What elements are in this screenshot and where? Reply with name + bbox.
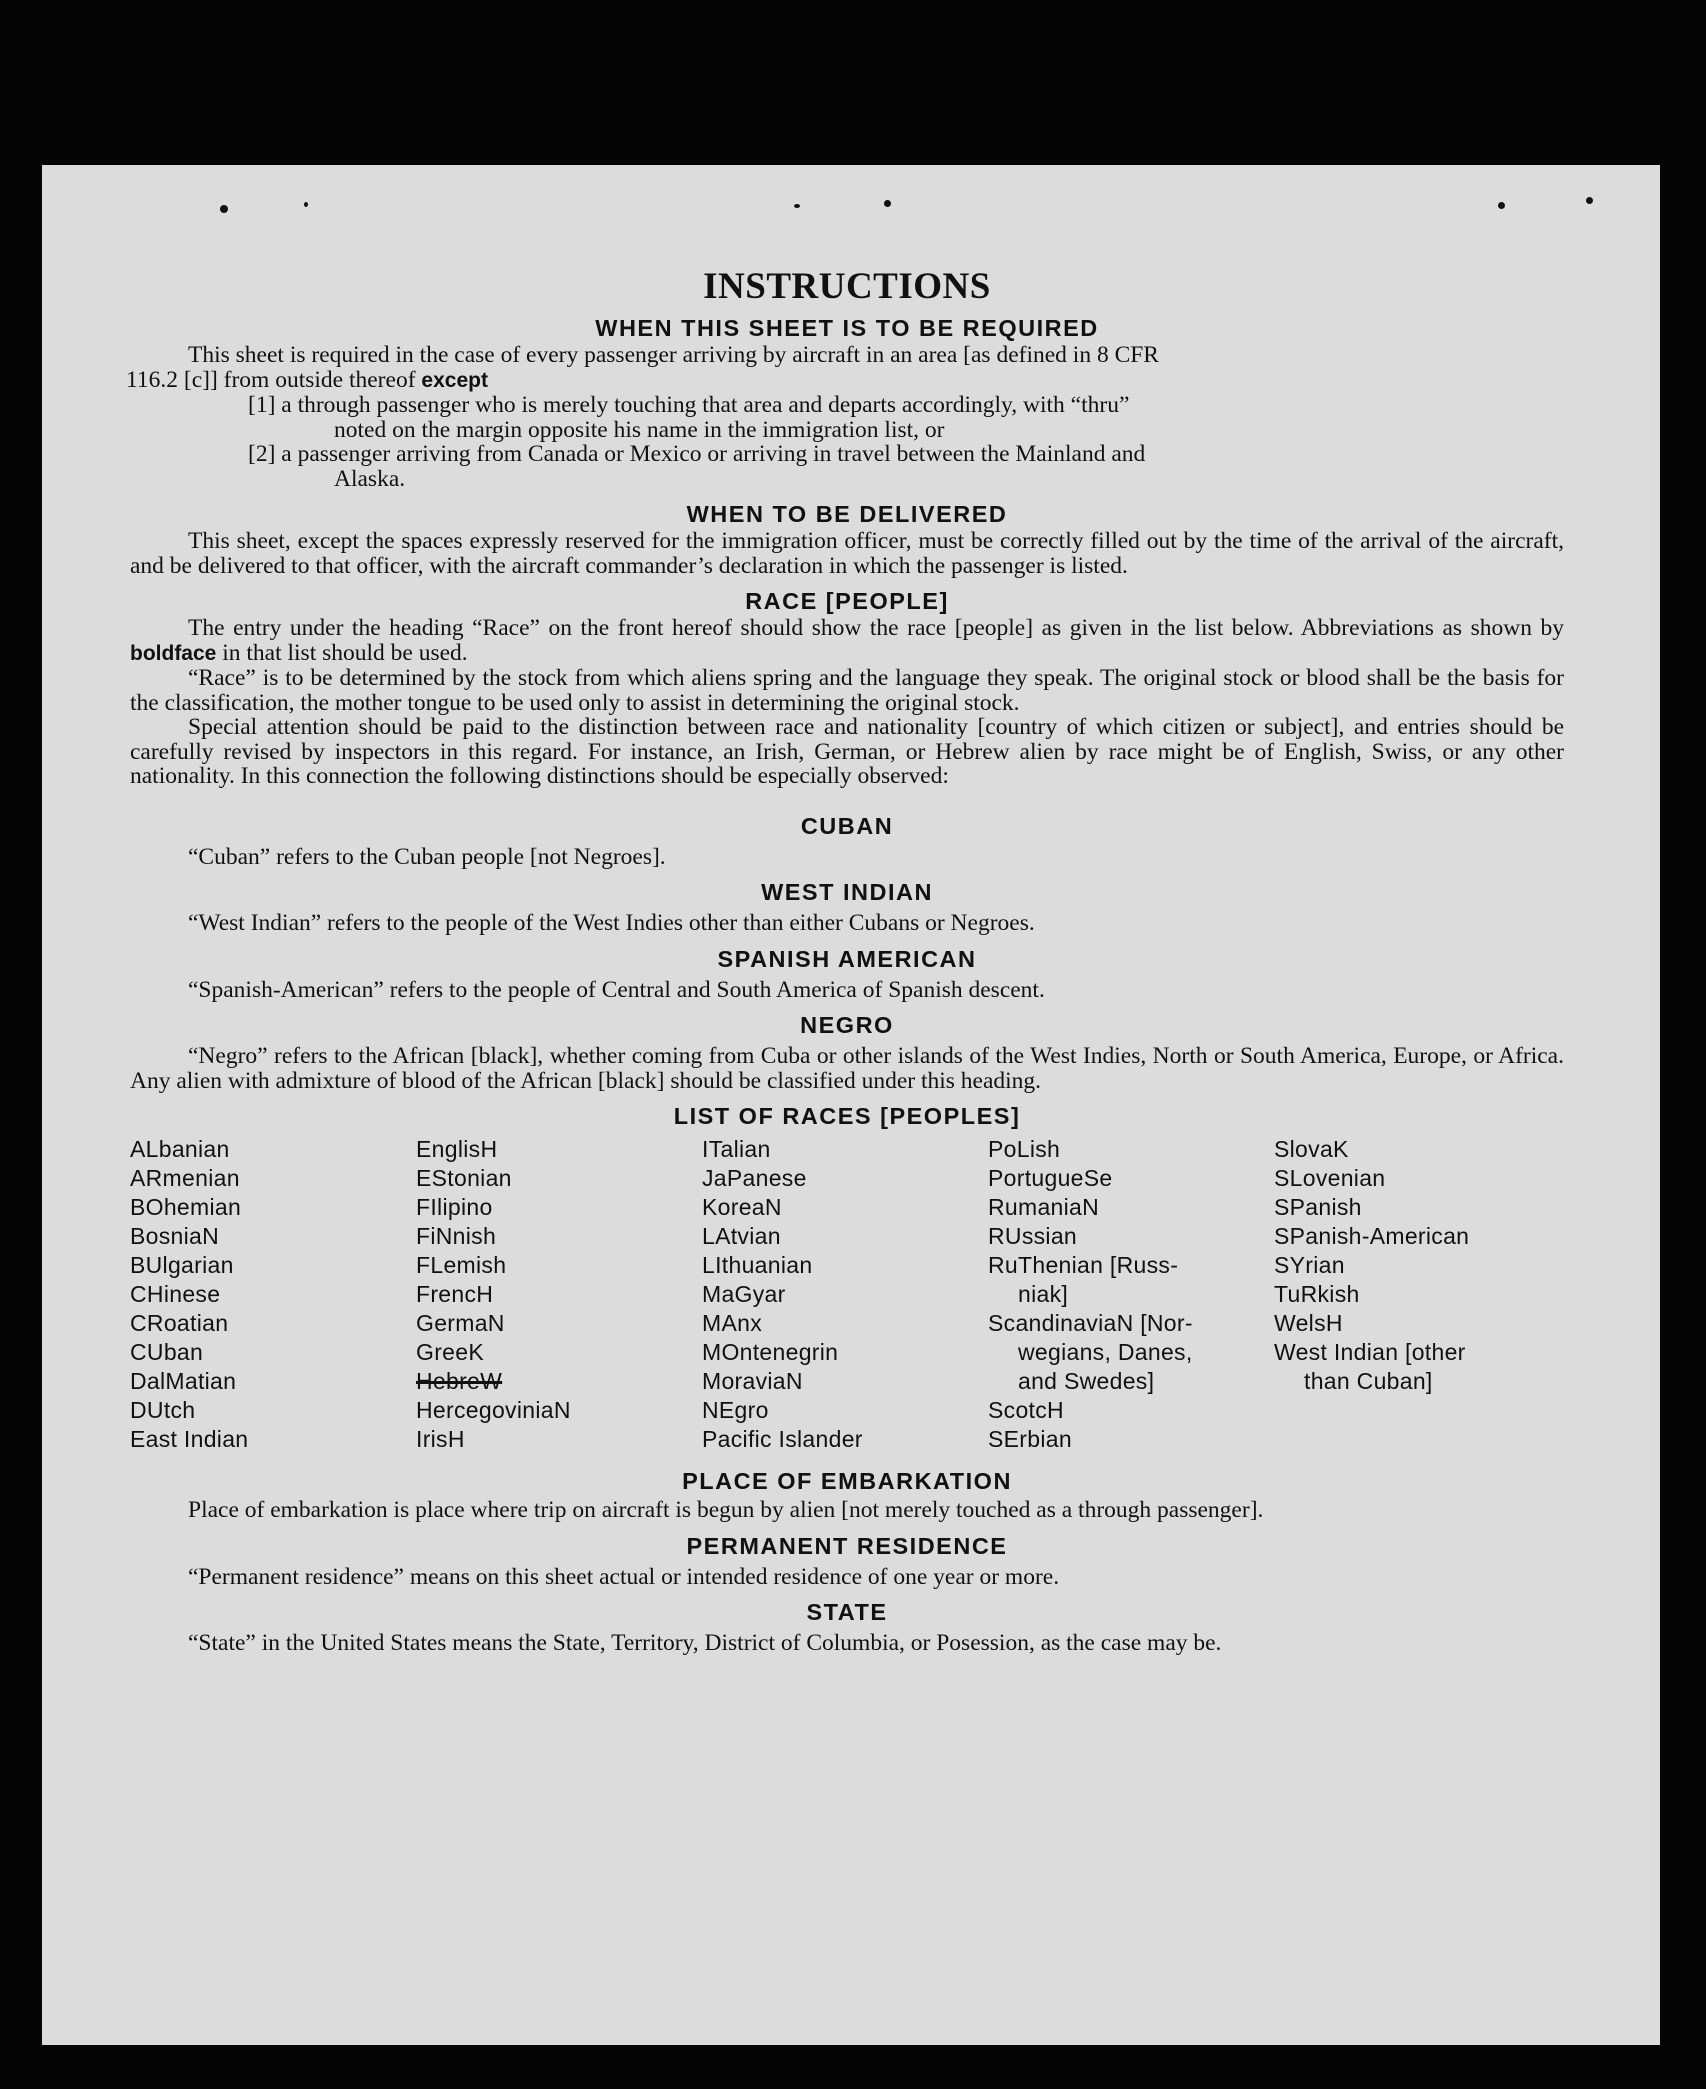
punch-dot xyxy=(1586,197,1593,204)
state-text: “State” in the United States means the State, Territory, District of Columbia, or Posession, as the case may be. xyxy=(188,1630,1222,1656)
race-item: DUtch xyxy=(130,1397,196,1423)
heading-required: WHEN THIS SHEET IS TO BE REQUIRED xyxy=(595,315,1099,341)
race-item: RUssian xyxy=(988,1223,1078,1249)
race-item: SYrian xyxy=(1274,1252,1345,1278)
punch-dot xyxy=(794,204,800,208)
heading-embarkation: PLACE OF EMBARKATION xyxy=(682,1468,1012,1494)
race-item: Pacific Islander xyxy=(702,1426,863,1452)
race-item-continued: niak] xyxy=(1018,1281,1069,1307)
race-item-continued: than Cuban] xyxy=(1304,1368,1433,1394)
race-item: HercegoviniaN xyxy=(416,1397,571,1423)
race-item: TuRkish xyxy=(1274,1281,1360,1307)
race-item: BOhemian xyxy=(130,1194,242,1220)
spanish-american-text: “Spanish-American” refers to the people of Central and South America of Spanish descent. xyxy=(188,976,1045,1003)
race-item: GreeK xyxy=(416,1339,484,1365)
race-item: SPanish xyxy=(1274,1194,1362,1220)
punch-dot xyxy=(304,202,308,207)
required-item-1: [1] a through passenger who is merely touching that area and departs accordingly, with “thru” xyxy=(248,392,1130,418)
race-item: MOntenegrin xyxy=(702,1339,839,1365)
required-item-2: [2] a passenger arriving from Canada or Mexico or arriving in travel between the Mainland and xyxy=(248,441,1146,467)
residence-text: “Permanent residence” means on this sheet actual or intended residence of one year or more. xyxy=(188,1563,1060,1590)
race-item: ALbanian xyxy=(130,1136,230,1162)
race-item: EnglisH xyxy=(416,1136,498,1162)
race-item: SErbian xyxy=(988,1426,1072,1452)
race-item: MaGyar xyxy=(702,1281,786,1307)
race-item: IrisH xyxy=(416,1426,465,1452)
heading-list-of-races: LIST OF RACES [PEOPLES] xyxy=(673,1103,1021,1129)
race-item-continued: and Swedes] xyxy=(1018,1368,1155,1394)
required-intro: This sheet is required in the case of every passenger arriving by aircraft in an area [as defined in 8 CFR xyxy=(188,342,1159,368)
race-item: PortugueSe xyxy=(988,1165,1113,1191)
race-paragraph-1: The entry under the heading “Race” on the front hereof should show the race [people] as given in the list below. Abbreviations as shown by boldface in that list should be used. xyxy=(130,615,1564,666)
race-item-struck: HebreW xyxy=(416,1368,503,1394)
instructions-content xyxy=(126,266,1564,1656)
race-item: RuThenian [Russ- xyxy=(988,1252,1179,1278)
west-indian-text: “West Indian” refers to the people of the West Indies other than either Cubans or Negroes. xyxy=(188,910,1035,936)
race-item: LAtvian xyxy=(702,1223,781,1249)
race-item: DalMatian xyxy=(130,1368,237,1394)
races-column-2 xyxy=(416,1135,702,1454)
heading-permanent-residence: PERMANENT RESIDENCE xyxy=(686,1532,1008,1559)
race-item: JaPanese xyxy=(702,1165,807,1191)
race-item: FLemish xyxy=(416,1252,507,1278)
heading-delivered: WHEN TO BE DELIVERED xyxy=(686,501,1008,527)
race-item: East Indian xyxy=(130,1426,249,1452)
required-item-2-cont: Alaska. xyxy=(334,465,406,492)
race-item: ScandinaviaN [Nor- xyxy=(988,1310,1193,1336)
heading-cuban: CUBAN xyxy=(800,812,894,839)
punch-dot xyxy=(1498,202,1505,209)
punch-dot xyxy=(884,200,891,207)
race-item: CRoatian xyxy=(130,1310,229,1336)
race-item: MAnx xyxy=(702,1310,762,1336)
heading-race: RACE [PEOPLE] xyxy=(745,588,949,614)
races-list xyxy=(130,1135,1564,1454)
race-item: FrencH xyxy=(416,1281,494,1307)
race-item: ITalian xyxy=(702,1136,771,1162)
race-item: PoLish xyxy=(988,1136,1061,1162)
race-paragraph-2: “Race” is to be determined by the stock from which aliens spring and the language they speak. The original stock or blood shall be the basis for the classification, the mother tongue to be used only to assist in determining the original stock. xyxy=(130,665,1564,716)
race-item: RumaniaN xyxy=(988,1194,1100,1220)
race-item: KoreaN xyxy=(702,1194,782,1220)
embarkation-text: Place of embarkation is place where trip on aircraft is begun by alien [not merely touched as a through passenger]. xyxy=(188,1497,1264,1523)
race-item: SPanish-American xyxy=(1274,1223,1470,1249)
race-item: ARmenian xyxy=(130,1165,240,1191)
race-item: ScotcH xyxy=(988,1397,1064,1423)
race-item: GermaN xyxy=(416,1310,505,1336)
races-column-5 xyxy=(1274,1135,1564,1454)
cuban-text: “Cuban” refers to the Cuban people [not Negroes]. xyxy=(188,843,666,870)
race-item: BosniaN xyxy=(130,1223,220,1249)
race-item: FIlipino xyxy=(416,1194,493,1220)
race-item: NEgro xyxy=(702,1397,769,1423)
heading-state: STATE xyxy=(806,1599,888,1625)
race-item: BUlgarian xyxy=(130,1252,234,1278)
races-column-3 xyxy=(702,1135,988,1454)
race-item: SlovaK xyxy=(1274,1136,1349,1162)
race-item: MoraviaN xyxy=(702,1368,803,1394)
race-item: WelsH xyxy=(1274,1310,1343,1336)
page-title: INSTRUCTIONS xyxy=(703,266,991,307)
races-column-1 xyxy=(130,1135,416,1454)
heading-spanish-american: SPANISH AMERICAN xyxy=(717,945,977,972)
race-paragraph-3: Special attention should be paid to the distinction between race and nationality [country of which citizen or subject], and entries should be carefully revised by inspectors in this regard. For instance, an Irish, German, or Hebrew alien by race might be of English, Swiss, or any other nationality. In this connection the following distinctions should be especially observed: xyxy=(130,714,1564,789)
race-item: LIthuanian xyxy=(702,1252,813,1278)
race-item: EStonian xyxy=(416,1165,512,1191)
race-item: FiNnish xyxy=(416,1223,497,1249)
race-item: CUban xyxy=(130,1339,204,1365)
race-item: SLovenian xyxy=(1274,1165,1386,1191)
heading-negro: NEGRO xyxy=(800,1012,894,1038)
races-column-4 xyxy=(988,1135,1274,1454)
required-item-1-cont: noted on the margin opposite his name in the immigration list, or xyxy=(334,416,945,443)
punch-dot xyxy=(220,205,228,213)
delivered-text: This sheet, except the spaces expressly reserved for the immigration officer, must be correctly filled out by the time of the arrival of the aircraft, and be delivered to that officer, with the aircraft commander’s declaration in which the passenger is listed. xyxy=(130,528,1564,579)
required-intro-cont: 116.2 [c]] from outside thereof except xyxy=(126,366,488,393)
race-item-continued: wegians, Danes, xyxy=(1018,1339,1193,1365)
race-item: CHinese xyxy=(130,1281,221,1307)
negro-text: “Negro” refers to the African [black], whether coming from Cuba or other islands of the West Indies, North or South America, Europe, or Africa. Any alien with admixture of blood of the African [black] should be classified under this heading. xyxy=(130,1043,1564,1094)
document-sheet xyxy=(42,165,1660,2045)
race-item: West Indian [other xyxy=(1274,1339,1466,1365)
heading-west-indian: WEST INDIAN xyxy=(761,879,933,905)
